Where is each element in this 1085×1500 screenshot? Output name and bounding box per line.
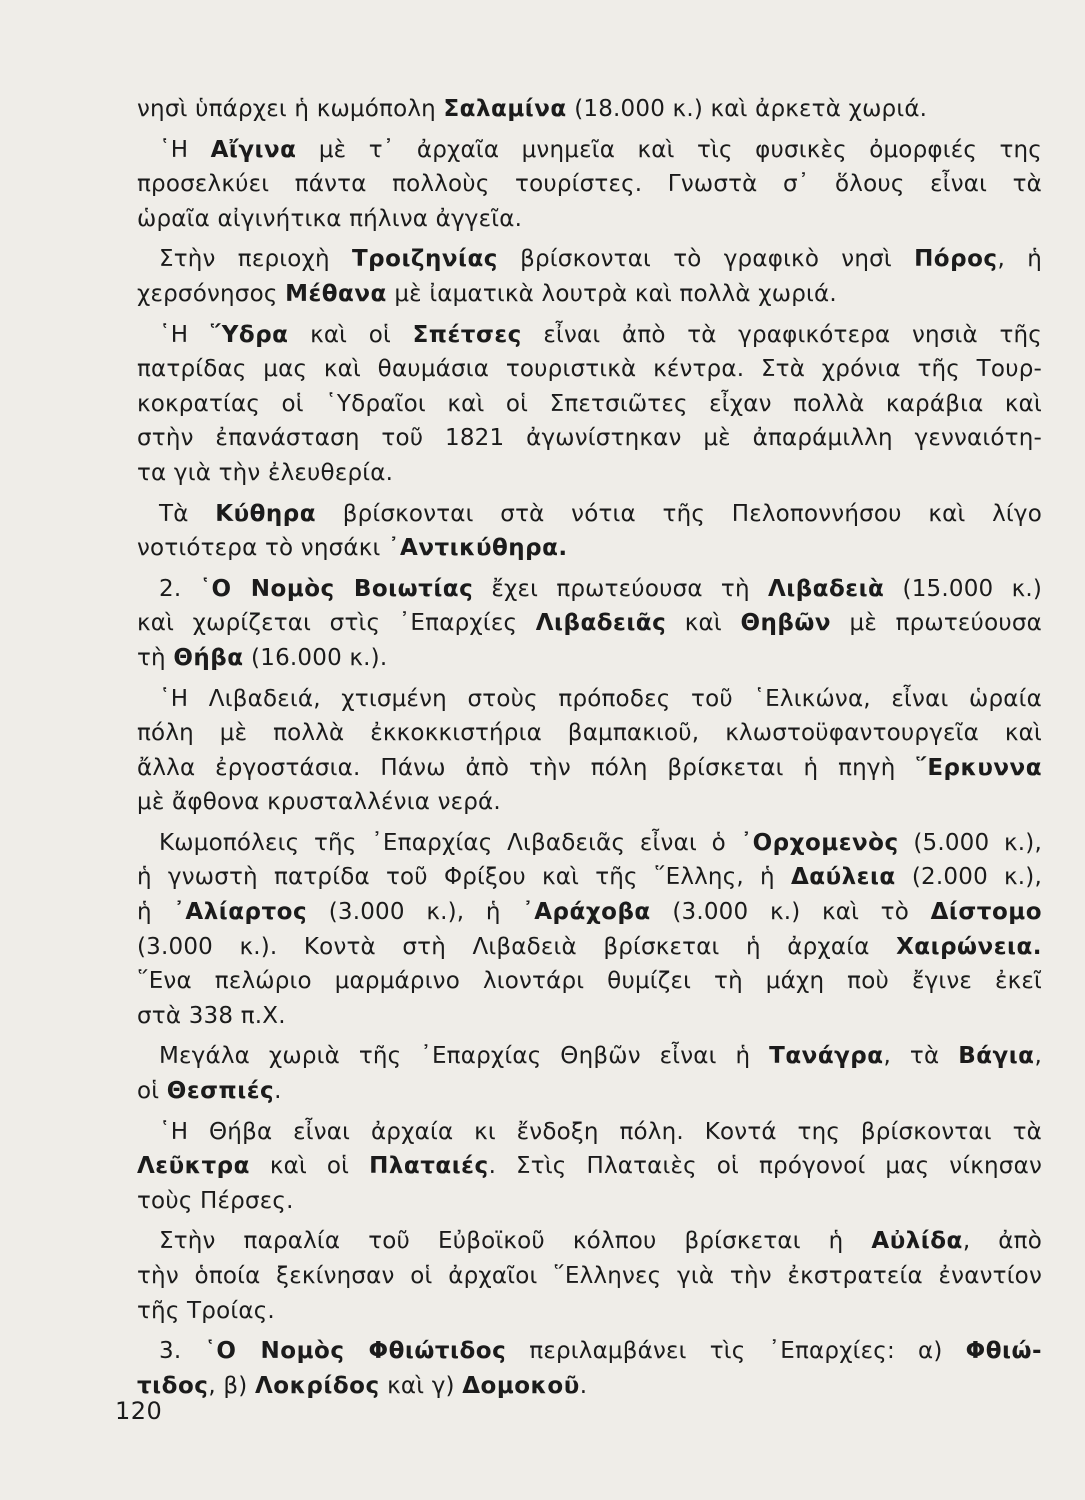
text-run: ῾Η Θήβα εἶναι ἀρχαία κι ἔνδοξη πόλη. Κοντά της βρίσκονται τὰ (159, 1118, 1042, 1145)
paragraph (137, 133, 1042, 237)
text-run: (16.000 κ.). (243, 644, 388, 671)
bold-term: Μέθανα (285, 280, 387, 307)
text-line (137, 318, 1042, 353)
bold-term: Πόρος (914, 246, 998, 273)
text-line (137, 202, 1042, 237)
text-line (137, 572, 1042, 607)
paragraph (137, 1224, 1042, 1328)
bold-term: Πλαταιές (369, 1153, 489, 1180)
bold-term: Κύθηρα (215, 500, 317, 527)
bold-term: Θηβῶν (740, 610, 831, 637)
text-line (137, 1039, 1042, 1074)
text-run: (15.000 κ.) (884, 575, 1043, 602)
bold-term: τιδος (137, 1372, 209, 1399)
text-run: , ἡ (997, 246, 1042, 273)
text-run: Μεγάλα χωριὰ τῆς ᾽Επαρχίας Θηβῶν εἶναι ἡ (159, 1043, 770, 1070)
text-line (137, 167, 1042, 202)
text-line (137, 1334, 1042, 1369)
text-line (137, 133, 1042, 168)
text-line (137, 964, 1042, 999)
text-run: καὶ οἱ (249, 1153, 370, 1180)
paragraph (137, 497, 1042, 566)
text-line (137, 1149, 1042, 1184)
paragraph (137, 318, 1042, 491)
text-run: τοὺς Πέρσες. (137, 1187, 294, 1214)
text-line (137, 1074, 1042, 1109)
text-line (137, 860, 1042, 895)
paragraph (137, 682, 1042, 820)
bold-term: ᾽Αντικύθηρα. (388, 535, 568, 562)
bold-term: Βάγια (958, 1043, 1035, 1070)
text-run: τα γιὰ τὴν ἐλευθερία. (137, 459, 394, 486)
paragraph (137, 242, 1042, 311)
text-line (137, 641, 1042, 676)
bold-term: Τανάγρα (769, 1043, 884, 1070)
text-run: . Στὶς Πλαταιὲς οἱ πρόγονοί μας νίκησαν (488, 1153, 1042, 1180)
text-run: 2. (159, 575, 200, 602)
text-run: καὶ γ) (379, 1372, 463, 1399)
text-line (137, 352, 1042, 387)
text-run: , β) (208, 1372, 255, 1399)
bold-term: ῾Ο Νομὸς Φθιώτιδος (204, 1338, 507, 1365)
text-run: τὴ (137, 644, 174, 671)
text-line (137, 1294, 1042, 1329)
text-run: χερσόνησος (137, 280, 286, 307)
text-run: πόλη μὲ πολλὰ ἐκκοκκιστήρια βαμπακιοῦ, κλωστοϋφαντουργεῖα καὶ (137, 720, 1042, 747)
text-line (137, 895, 1042, 930)
text-line (137, 1224, 1042, 1259)
text-run: ἔχει πρωτεύουσα τὴ (473, 575, 768, 602)
text-line (137, 682, 1042, 717)
bold-term: ᾽Αλίαρτος (173, 899, 308, 926)
text-line (137, 531, 1042, 566)
text-run: Κωμοπόλεις τῆς ᾽Επαρχίας Λιβαδειᾶς εἶναι ὁ (159, 829, 741, 856)
bold-term: Σαλαμίνα (443, 96, 567, 122)
text-run: ἡ γνωστὴ πατρίδα τοῦ Φρίξου καὶ τῆς ῞Ελλης, ἡ (137, 864, 791, 891)
text-line (137, 751, 1042, 786)
text-run: (2.000 κ.), (895, 864, 1042, 891)
text-run: ἡ (137, 899, 174, 926)
text-run: μὲ τ᾽ ἀρχαῖα μνημεῖα καὶ τὶς φυσικὲς ὀμορφιές της (296, 136, 1042, 163)
text-line (137, 999, 1042, 1034)
text-run: . (579, 1372, 588, 1399)
bold-term: Θήβα (173, 644, 244, 671)
text-run: (5.000 κ.), (898, 829, 1042, 856)
bold-term: ᾽Αράχοβα (522, 899, 651, 926)
text-run: (3.000 κ.). Κοντὰ στὴ Λιβαδειὰ βρίσκεται ἡ ἀρχαία (137, 933, 897, 960)
text-line (137, 277, 1042, 312)
bold-term: Δαύλεια (790, 864, 896, 891)
text-line (137, 606, 1042, 641)
text-run: καὶ οἱ (288, 321, 413, 348)
text-run: (3.000 κ.) καὶ τὸ (650, 899, 931, 926)
bold-term: ῞Υδρα (209, 321, 289, 348)
bold-term: ῞Ερκυννα (915, 754, 1042, 781)
text-line (137, 387, 1042, 422)
text-line (137, 785, 1042, 820)
text-run: 3. (159, 1338, 205, 1365)
text-run: (18.000 κ.) καὶ ἀρκετὰ χωριά. (566, 96, 928, 122)
text-run: νοτιότερα τὸ νησάκι (137, 535, 389, 562)
text-run: οἱ (137, 1078, 167, 1105)
text-run: Τὰ (159, 500, 216, 527)
text-line (137, 1369, 1042, 1404)
text-run: ῾Η Λιβαδειά, χτισμένη στοὺς πρόποδες τοῦ ῾Ελικώνα, εἶναι ὡραία (159, 685, 1042, 712)
text-line (137, 456, 1042, 491)
text-run: Στὴν παραλία τοῦ Εὐβοϊκοῦ κόλπου βρίσκεται ἡ (159, 1228, 872, 1255)
text-run: ὡραῖα αἰγινήτικα πήλινα ἀγγεῖα. (137, 205, 523, 232)
paragraph (137, 1115, 1042, 1219)
text-run: ῾Η (159, 136, 211, 163)
text-run: στὴν ἐπανάσταση τοῦ 1821 ἀγωνίστηκαν μὲ ἀπαράμιλλη γενναιότη- (137, 425, 1042, 452)
text-run: προσελκύει πάντα πολλοὺς τουρίστες. Γνωστὰ σ᾽ ὅλους εἶναι τὰ (137, 171, 1042, 198)
text-line (137, 1184, 1042, 1219)
text-run: περιλαμβάνει τὶς ᾽Επαρχίες: α) (506, 1338, 966, 1365)
text-run: κοκρατίας οἱ ῾Υδραῖοι καὶ οἱ Σπετσιῶτες εἶχαν πολλὰ καράβια καὶ (137, 390, 1042, 417)
text-run: μὲ πρωτεύουσα (831, 610, 1042, 637)
page-number: 120 (115, 1397, 163, 1425)
paragraph (137, 1039, 1042, 1108)
text-run: ῞Ενα πελώριο μαρμάρινο λιοντάρι θυμίζει τὴ μάχη ποὺ ἔγινε ἐκεῖ (137, 968, 1042, 995)
text-line (137, 930, 1042, 965)
bold-term: Λιβαδειὰ (767, 575, 885, 602)
bold-term: Χαιρώνεια. (896, 933, 1042, 960)
bold-term: Τροιζηνίας (351, 246, 498, 273)
bold-term: Δομοκοῦ (462, 1372, 580, 1399)
paragraph (137, 572, 1042, 676)
paragraph (137, 92, 1042, 127)
text-line (137, 497, 1042, 532)
text-run: , τὰ (883, 1043, 959, 1070)
text-run: νησὶ ὑπάρχει ἡ κωμόπολη (137, 96, 444, 122)
paragraph (137, 1334, 1042, 1403)
text-run: στὰ 338 π.Χ. (137, 1002, 286, 1029)
text-line (137, 92, 1042, 127)
text-line (137, 242, 1042, 277)
bold-term: ῾Ο Νομὸς Βοιωτίας (199, 575, 474, 602)
body-text (137, 92, 1042, 1403)
text-run: βρίσκονται τὸ γραφικὸ νησὶ (497, 246, 915, 273)
text-run: . (274, 1078, 282, 1105)
bold-term: Σπέτσες (412, 321, 522, 348)
text-run: εἶναι ἀπὸ τὰ γραφικότερα νησιὰ τῆς (521, 321, 1042, 348)
bold-term: Λεῦκτρα (137, 1153, 250, 1180)
bold-term: Αἴγινα (210, 136, 297, 163)
bold-term: Λοκρίδος (254, 1372, 380, 1399)
text-run: , (1034, 1043, 1042, 1070)
text-run: ῾Η (159, 321, 210, 348)
text-run: καὶ (666, 610, 741, 637)
bold-term: Φθιώ- (965, 1338, 1042, 1365)
text-run: τῆς Τροίας. (137, 1297, 275, 1324)
bold-term: ᾽Ορχομενὸς (740, 829, 899, 856)
text-line (137, 826, 1042, 861)
bold-term: Λιβαδειᾶς (535, 610, 667, 637)
text-line (137, 716, 1042, 751)
text-run: (3.000 κ.), ἡ (307, 899, 523, 926)
text-run: καὶ χωρίζεται στὶς ᾽Επαρχίες (137, 610, 536, 637)
bold-term: Δίστομο (930, 899, 1042, 926)
paragraph (137, 826, 1042, 1034)
text-line (137, 1115, 1042, 1150)
text-line (137, 421, 1042, 456)
text-run: τὴν ὁποία ξεκίνησαν οἱ ἀρχαῖοι ῞Ελληνες γιὰ τὴν ἐκστρατεία ἐναντίον (137, 1263, 1042, 1289)
text-run: Στὴν περιοχὴ (159, 246, 352, 273)
text-line (137, 1259, 1042, 1294)
bold-term: Αὐλίδα (871, 1228, 963, 1255)
text-run: ἄλλα ἐργοστάσια. Πάνω ἀπὸ τὴν πόλη βρίσκεται ἡ πηγὴ (137, 754, 916, 781)
text-run: μὲ ἄφθονα κρυσταλλένια νερά. (137, 789, 501, 816)
bold-term: Θεσπιές (166, 1078, 275, 1105)
text-run: μὲ ἰαματικὰ λουτρὰ καὶ πολλὰ χωριά. (386, 280, 837, 307)
text-run: βρίσκονται στὰ νότια τῆς Πελοποννήσου καὶ λίγο (316, 500, 1042, 527)
text-run: , ἀπὸ (962, 1228, 1042, 1255)
text-run: πατρίδας μας καὶ θαυμάσια τουριστικὰ κέντρα. Στὰ χρόνια τῆς Τουρ- (137, 356, 1042, 383)
